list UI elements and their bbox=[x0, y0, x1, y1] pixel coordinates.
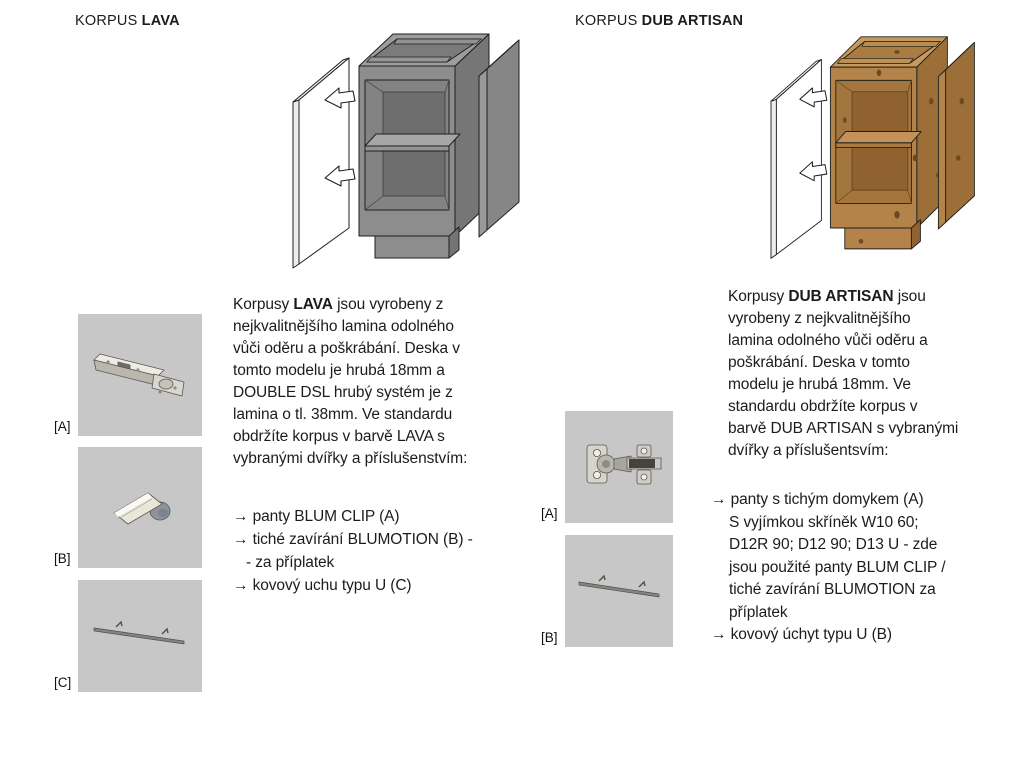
desc-line: vůči oděru a poškrábání. Deska v bbox=[233, 340, 460, 357]
desc-line: dvířky a příslušentsvím: bbox=[728, 442, 889, 459]
bullet-line: příplatek bbox=[729, 603, 788, 621]
bullet-line: → kovový uchu typu U (C) bbox=[233, 577, 412, 594]
dub-artisan-accessories-list bbox=[711, 489, 945, 647]
soft-close-hinge-photo bbox=[565, 411, 673, 523]
hardware-photo-box-c bbox=[54, 580, 202, 692]
lava-cabinet-illustration bbox=[283, 12, 523, 274]
desc-line: poškrábání. Deska v tomto bbox=[728, 354, 910, 371]
blum-clip-hinge-photo bbox=[78, 314, 202, 436]
bullet-line: jsou použité panty BLUM CLIP / bbox=[729, 558, 946, 576]
hardware-label-a-right: [A] bbox=[541, 506, 558, 521]
title-regular: KORPUS bbox=[575, 13, 638, 29]
desc-line: vybranými dvířky a příslušenstvím: bbox=[233, 450, 468, 467]
title-bold: LAVA bbox=[141, 13, 180, 29]
desc-line: Korpusy DUB ARTISAN jsou bbox=[728, 288, 926, 305]
base-cabinet-drawing-wood bbox=[762, 16, 978, 264]
hardware-label-c: [C] bbox=[54, 675, 72, 690]
hardware-photo-box-a-right bbox=[541, 411, 673, 523]
u-handle-photo bbox=[78, 580, 202, 692]
title-bold: DUB ARTISAN bbox=[641, 13, 744, 29]
base-cabinet-drawing-gray bbox=[283, 12, 523, 274]
hardware-photo-box-a bbox=[54, 314, 202, 436]
hardware-photo-box-b-right bbox=[541, 535, 673, 647]
desc-line: obdržíte korpus v barvě LAVA s bbox=[233, 428, 445, 445]
desc-line: vyrobeny z nejkvalitnějšího bbox=[728, 310, 911, 327]
title-regular: KORPUS bbox=[75, 13, 138, 29]
desc-line: lamina odolného vůči oděru a bbox=[728, 332, 928, 349]
section-title-lava bbox=[75, 13, 180, 29]
bullet-line: tiché zavírání BLUMOTION za bbox=[729, 581, 936, 598]
lava-description bbox=[233, 294, 467, 470]
bullet-line: - za příplatek bbox=[246, 554, 335, 571]
bullet-line: → panty BLUM CLIP (A) bbox=[233, 508, 400, 525]
hardware-photo-box-b bbox=[54, 447, 202, 568]
bullet-line: D12R 90; D12 90; D13 U - zde bbox=[729, 536, 938, 553]
desc-line: nejkvalitnějšího lamina odolného bbox=[233, 318, 454, 335]
hardware-label-b: [B] bbox=[54, 551, 71, 566]
desc-line: tomto modelu je hrubá 18mm a bbox=[233, 362, 445, 379]
dub-artisan-description bbox=[728, 286, 958, 462]
desc-line: standardu obdržíte korpus v bbox=[728, 398, 918, 415]
desc-line: DOUBLE DSL hrubý systém je z bbox=[233, 384, 453, 401]
hardware-label-b-right: [B] bbox=[541, 630, 558, 645]
dub-artisan-cabinet-illustration bbox=[762, 16, 978, 264]
blumotion-damper-photo bbox=[78, 447, 202, 568]
u-handle-photo bbox=[565, 535, 673, 647]
hardware-label-a: [A] bbox=[54, 419, 71, 434]
bullet-line: S vyjímkou skříněk W10 60; bbox=[729, 513, 919, 531]
desc-line: Korpusy LAVA jsou vyrobeny z bbox=[233, 296, 444, 313]
desc-line: modelu je hrubá 18mm. Ve bbox=[728, 376, 911, 393]
desc-line: barvě DUB ARTISAN s vybranými bbox=[728, 420, 959, 437]
desc-line: lamina o tl. 38mm. Ve standardu bbox=[233, 406, 453, 423]
bullet-line: → tiché zavírání BLUMOTION (B) - bbox=[233, 531, 473, 548]
section-title-dub-artisan bbox=[575, 13, 743, 29]
bullet-line: → kovový úchyt typu U (B) bbox=[711, 626, 892, 643]
lava-accessories-list bbox=[233, 505, 473, 597]
bullet-line: → panty s tichým domykem (A) bbox=[711, 491, 924, 508]
